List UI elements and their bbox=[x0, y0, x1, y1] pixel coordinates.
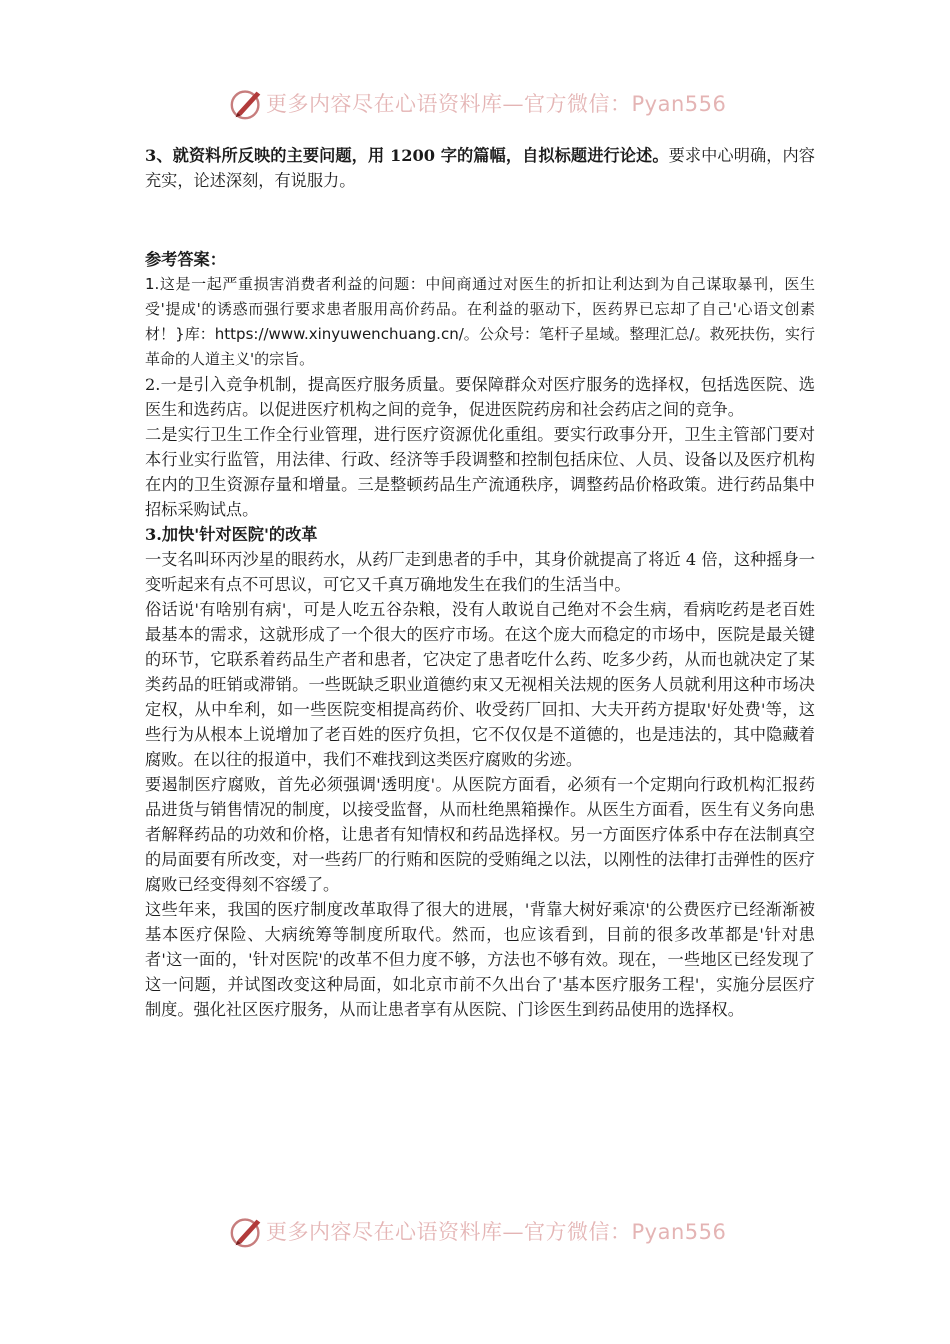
answer-paragraph-1: 1.这是一起严重损害消费者利益的问题：中间商通过对医生的折扣让利达到为自己谋取暴刊，医生受'提成'的诱惑而强行要求患者服用高价药品。在利益的驱动下，医药界已忘却了自己'心语文创素材！}库：https://www.xinyuwenchuang.cn/。公众号：笔杆子星域。整理汇总/。救死扶伤，实行革命的人道主义'的宗旨。 bbox=[145, 275, 815, 368]
answer-paragraph-3: 二是实行卫生工作全行业管理，进行医疗资源优化重组。要实行政事分开，卫生主管部门要对本行业实行监管，用法律、行政、经济等手段调整和控制包括床位、人员、设备以及医疗机构在内的卫生资源存量和增量。三是整顿药品生产流通秩序，调整药品价格政策。进行药品集中招标采购试点。 bbox=[145, 425, 815, 519]
footer-watermark bbox=[0, 1208, 950, 1254]
answer-heading: 参考答案： bbox=[145, 250, 226, 269]
section3-paragraph: 这些年来，我国的医疗制度改革取得了很大的进展，'背靠大树好乘凉'的公费医疗已经渐渐被基本医疗保险、大病统筹等制度所取代。然而，也应该看到，目前的很多改革都是'针对患者'这一面的，'针对医院'的改革不但力度不够，方法也不够有效。现在，一些地区已经发现了这一问题，并试图改变这种局面，如北京市前不久出台了'基本医疗服务工程'，实施分层医疗制度。强化社区医疗服务，从而让患者享有从医院、门诊医生到药品使用的选择权。 bbox=[145, 900, 815, 1019]
pen-logo-icon bbox=[228, 84, 266, 122]
question-paragraph bbox=[145, 143, 815, 193]
section3-paragraph: 一支名叫环丙沙星的眼药水，从药厂走到患者的手中，其身价就提高了将近 4 倍，这种摇身一变听起来有点不可思议，可它又千真万确地发生在我们的生活当中。 bbox=[145, 550, 815, 594]
pen-logo-icon bbox=[228, 1212, 266, 1250]
question-rest: 要求中心明确，内容充实，论述深刻，有说服力。 bbox=[145, 146, 815, 190]
watermark-text: 更多内容尽在心语资料库—官方微信：Pyan556 bbox=[266, 1220, 727, 1244]
answer-paragraph-2: 2.一是引入竞争机制，提高医疗服务质量。要保障群众对医疗服务的选择权，包括选医院、选医生和选药店。以促进医疗机构之间的竞争，促进医院药房和社会药店之间的竞争。 bbox=[145, 375, 815, 419]
section3-paragraph: 要遏制医疗腐败，首先必须强调'透明度'。从医院方面看，必须有一个定期向行政机构汇报药品进货与销售情况的制度，以接受监督，从而杜绝黑箱操作。从医生方面看，医生有义务向患者解释药品的功效和价格，让患者有知情权和药品选择权。另一方面医疗体系中存在法制真空的局面要有所改变，对一些药厂的行贿和医院的受贿绳之以法，以刚性的法律打击弹性的医疗腐败已经变得刻不容缓了。 bbox=[145, 775, 815, 894]
watermark-text: 更多内容尽在心语资料库—官方微信：Pyan556 bbox=[266, 92, 727, 116]
document-body bbox=[145, 143, 815, 1022]
question-bold: 3、就资料所反映的主要问题，用 1200 字的篇幅，自拟标题进行论述。 bbox=[145, 146, 669, 165]
header-watermark bbox=[0, 80, 950, 126]
section3-paragraph: 俗话说'有啥别有病'，可是人吃五谷杂粮，没有人敢说自己绝对不会生病，看病吃药是老百姓最基本的需求，这就形成了一个很大的医疗市场。在这个庞大而稳定的市场中，医院是最关键的环节，它联系着药品生产者和患者，它决定了患者吃什么药、吃多少药，从而也就决定了某类药品的旺销或滞销。一些既缺乏职业道德约束又无视相关法规的医务人员就利用这种市场决定权，从中牟利，如一些医院变相提高药价、收受药厂回扣、大夫开药方提取'好处费'等，这些行为从根本上说增加了老百姓的医疗负担，它不仅仅是不道德的，也是违法的，其中隐藏着腐败。在以往的报道中，我们不难找到这类医疗腐败的劣迹。 bbox=[145, 600, 815, 769]
section3-title: 3.加快'针对医院'的改革 bbox=[145, 525, 318, 544]
